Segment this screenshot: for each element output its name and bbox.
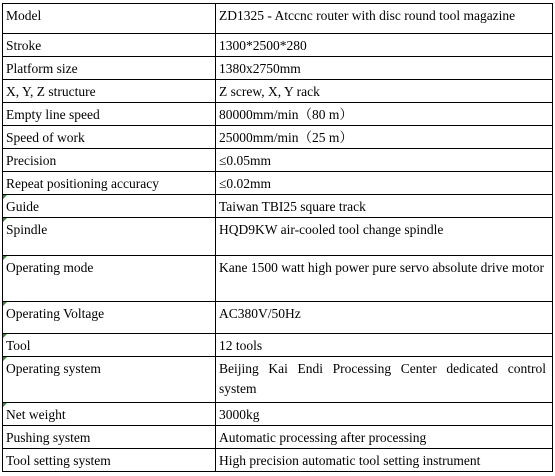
table-row: [3, 126, 553, 149]
table-row: [3, 256, 553, 302]
row-label-stroke: Stroke: [3, 34, 216, 57]
row-label-guide-text: Guide: [6, 199, 39, 214]
row-value-precision: ≤0.05mm: [216, 149, 553, 172]
table-row: [3, 195, 553, 218]
table-row: [3, 80, 553, 103]
table-row: [3, 357, 553, 403]
row-label-model: Model: [3, 4, 216, 34]
row-label-xyz-structure: X, Y, Z structure: [3, 80, 216, 103]
row-label-operating-voltage: [3, 302, 216, 334]
table-row: [3, 149, 553, 172]
row-label-tool-setting-system: Tool setting system: [3, 449, 216, 472]
table-row: [3, 172, 553, 195]
row-value-speed-of-work: 25000mm/min（25 m）: [216, 126, 553, 149]
row-label-guide: [3, 195, 216, 218]
row-label-speed-of-work: Speed of work: [3, 126, 216, 149]
row-value-operating-voltage: AC380V/50Hz: [216, 302, 553, 334]
row-label-pushing-system: Pushing system: [3, 426, 216, 449]
row-value-guide: Taiwan TBI25 square track: [216, 195, 553, 218]
row-value-spindle: HQD9KW air-cooled tool change spindle: [216, 218, 553, 256]
row-value-net-weight: 3000kg: [216, 403, 553, 426]
table-row: [3, 34, 553, 57]
row-value-stroke: 1300*2500*280: [216, 34, 553, 57]
table-row: [3, 334, 553, 357]
table-row: [3, 4, 553, 34]
table-row: [3, 302, 553, 334]
row-label-operating-mode-text: Operating mode: [6, 260, 94, 275]
row-value-tool: 12 tools: [216, 334, 553, 357]
row-label-precision: Precision: [3, 149, 216, 172]
row-label-repeat-positioning: Repeat positioning accuracy: [3, 172, 216, 195]
row-label-platform-size: Platform size: [3, 57, 216, 80]
table-row: [3, 103, 553, 126]
row-value-tool-setting-system: High precision automatic tool setting instrument: [216, 449, 553, 472]
row-label-spindle-text: Spindle: [6, 222, 48, 237]
row-label-tool-text: Tool: [6, 338, 31, 353]
cell-marker: [3, 302, 7, 306]
row-value-platform-size: 1380x2750mm: [216, 57, 553, 80]
row-label-net-weight: [3, 403, 216, 426]
row-label-tool: [3, 334, 216, 357]
table-row: [3, 449, 553, 472]
table-row: [3, 57, 553, 80]
row-value-pushing-system: Automatic processing after processing: [216, 426, 553, 449]
row-value-xyz-structure: Z screw, X, Y rack: [216, 80, 553, 103]
row-label-operating-mode: [3, 256, 216, 302]
row-label-operating-voltage-text: Operating Voltage: [6, 306, 105, 321]
cell-marker: [3, 195, 7, 199]
row-value-empty-line-speed: 80000mm/min（80 m）: [216, 103, 553, 126]
row-label-net-weight-text: Net weight: [6, 407, 66, 422]
row-value-model: ZD1325 - Atccnc router with disc round tool magazine: [216, 4, 553, 34]
row-value-operating-mode: Kane 1500 watt high power pure servo absolute drive motor: [216, 256, 553, 302]
row-value-repeat-positioning: ≤0.02mm: [216, 172, 553, 195]
cell-marker: [3, 218, 7, 222]
row-label-operating-system: [3, 357, 216, 403]
table-row: [3, 218, 553, 256]
table-row: [3, 403, 553, 426]
table-row: [3, 426, 553, 449]
row-label-spindle: [3, 218, 216, 256]
row-label-operating-system-text: Operating system: [6, 361, 101, 376]
cell-marker: [3, 334, 7, 338]
row-label-empty-line-speed: Empty line speed: [3, 103, 216, 126]
spec-table: [2, 3, 553, 472]
cell-marker: [3, 403, 7, 407]
cell-marker: [3, 357, 7, 361]
row-value-operating-system: Beijing Kai Endi Processing Center dedicated control system: [216, 357, 553, 403]
cell-marker: [3, 256, 7, 260]
